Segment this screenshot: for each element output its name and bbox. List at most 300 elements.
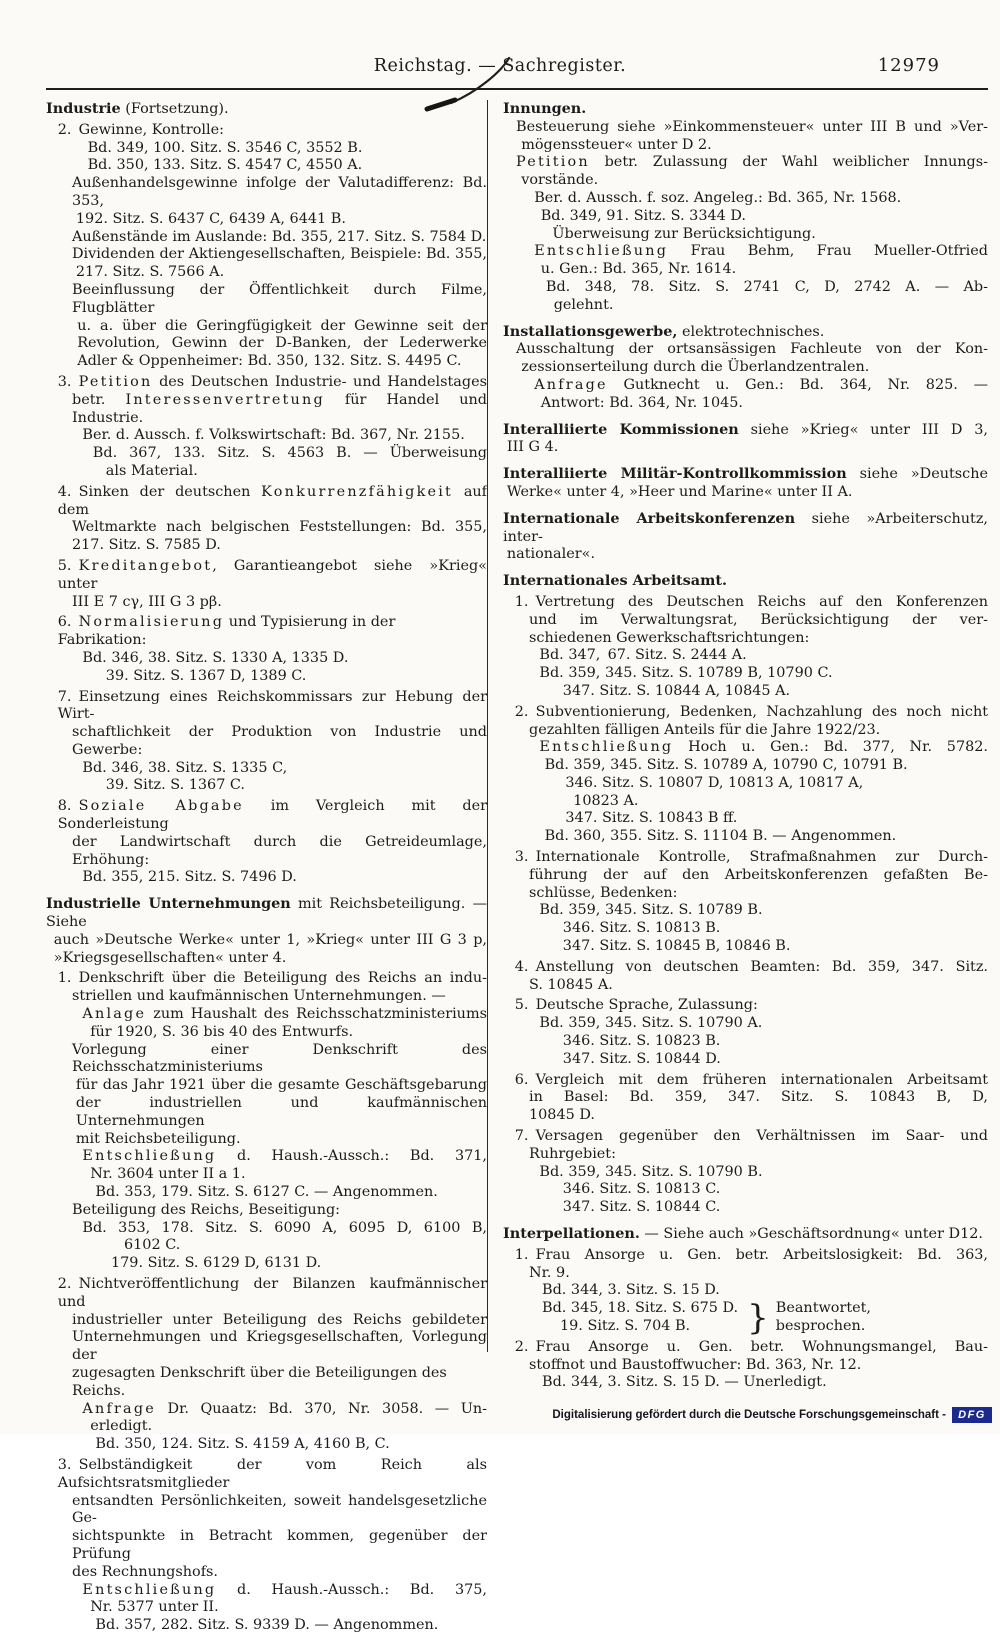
line-text: Bd. 357, 282. Sitz. S. 9339 D. — Angenommen. xyxy=(95,1617,439,1634)
index-line xyxy=(503,208,988,226)
index-line xyxy=(46,1582,487,1600)
index-line xyxy=(503,465,988,484)
index-line xyxy=(46,282,487,318)
index-line xyxy=(503,920,988,938)
line-text: Bd. 349, 100. Sitz. S. 3546 C, 3552 B. xyxy=(87,139,363,156)
line-text: siehe »Arbeiterschutz, inter- xyxy=(503,510,988,545)
index-line xyxy=(46,650,487,668)
index-line xyxy=(503,190,988,208)
index-line xyxy=(503,775,988,793)
index-line xyxy=(503,828,988,846)
index-line xyxy=(46,1365,487,1401)
line-text: schaftlichkeit der Produktion von Industrie und Gewerbe: xyxy=(72,724,487,758)
index-line xyxy=(46,1255,487,1273)
index-line xyxy=(503,1107,988,1125)
line-text: mit Reichsbeteiligung. — Siehe xyxy=(46,896,487,931)
line-text: Beeinflussung der Öffentlichkeit durch Filme, Flugblätter xyxy=(72,281,487,316)
index-line: besprochen. xyxy=(775,1318,866,1334)
index-line xyxy=(46,1166,487,1184)
index-line xyxy=(46,1418,487,1436)
index-line xyxy=(503,810,988,828)
line-text: Weltmarkte nach belgischen Feststellungen: Bd. 355, xyxy=(72,519,487,536)
line-text: 5. Deutsche Sprache, Zulassung: xyxy=(514,997,758,1014)
index-line xyxy=(46,157,487,175)
line-text: 347. Sitz. S. 10845 B, 10846 B. xyxy=(562,938,791,955)
index-line xyxy=(46,1528,487,1564)
line-text: 3. xyxy=(57,373,79,390)
headword: Industrie xyxy=(46,100,121,117)
index-line xyxy=(503,704,988,722)
line-text: Kreditangebot xyxy=(78,557,213,574)
line-text: schiedenen Gewerkschaftsrichtungen: xyxy=(529,629,810,646)
index-line xyxy=(503,421,988,440)
index-line xyxy=(46,1599,487,1617)
index-line xyxy=(503,119,988,137)
line-text: siehe »Krieg« unter III D 3, xyxy=(738,421,989,438)
headword: Interpellationen. xyxy=(503,1225,640,1243)
index-line xyxy=(503,1033,988,1051)
index-line xyxy=(503,243,988,261)
index-line xyxy=(503,997,988,1015)
line-text: Normalisierung xyxy=(78,614,225,631)
line-text: Bd. 359, 345. Sitz. S. 10789 B. xyxy=(539,902,763,919)
index-line xyxy=(46,246,487,264)
line-text: 1. Vertretung des Deutschen Reichs auf den Konferenzen xyxy=(514,593,988,610)
line-text: 39. Sitz. S. 1367 D, 1389 C. xyxy=(105,667,307,684)
line-text: zum Haushalt des Reichsschatzministeriums xyxy=(146,1006,487,1023)
index-line xyxy=(46,1024,487,1042)
index-line xyxy=(503,546,988,564)
index-line xyxy=(503,1015,988,1033)
index-line xyxy=(46,1564,487,1582)
line-text: auf dem xyxy=(57,483,487,518)
index-line xyxy=(503,377,988,395)
index-line xyxy=(503,1247,988,1265)
index-line: 19. Sitz. S. 704 B. xyxy=(560,1318,691,1334)
index-line xyxy=(46,122,487,140)
line-text: Adler & Oppenheimer: Bd. 350, 132. Sitz. S. 4495 C. xyxy=(77,353,462,370)
line-text: Bd. 353, 179. Sitz. S. 6127 C. — Angenommen. xyxy=(95,1184,438,1201)
line-text: 10823 A. xyxy=(573,792,639,809)
index-line xyxy=(46,988,487,1006)
index-line xyxy=(46,834,487,870)
line-text: mögenssteuer« unter D 2. xyxy=(521,136,712,153)
line-text: Unternehmungen und Kriegsgesellschaften, Vorlegung der xyxy=(72,1329,487,1364)
line-text: Anlage xyxy=(82,1006,147,1023)
index-line xyxy=(46,463,487,481)
index-line xyxy=(46,1042,487,1078)
digitization-credit: Digitalisierung gefördert durch die Deutsche Forschungsgemeinschaft - xyxy=(552,1409,946,1421)
index-line xyxy=(46,1077,487,1095)
line-text: 6. Vergleich mit dem früheren internationalen Arbeitsamt xyxy=(514,1071,988,1088)
line-text: u. Gen.: Bd. 365, Nr. 1614. xyxy=(540,261,737,278)
line-text: elektrotechnisches. xyxy=(677,323,825,340)
line-text: Interessenvertretung xyxy=(125,391,325,408)
line-text: Entschließung xyxy=(534,243,669,260)
index-line xyxy=(503,739,988,757)
headword: Interalliierte Militär-Kontrollkommission xyxy=(503,465,847,483)
line-text: für Handel und Industrie. xyxy=(72,391,487,426)
index-line xyxy=(503,902,988,920)
line-text: Entschließung xyxy=(82,1581,217,1598)
index-line xyxy=(503,323,988,342)
index-line xyxy=(46,777,487,795)
index-line: Bd. 345, 18. Sitz. S. 675 D. xyxy=(542,1300,739,1317)
index-line xyxy=(46,668,487,686)
index-line xyxy=(503,1181,988,1199)
line-text: Bd. 347, 67. Sitz. S. 2444 A. xyxy=(539,647,747,664)
line-text: siehe »Deutsche xyxy=(846,466,988,483)
line-text: und im Verwaltungsrat, Berücksichtigung der ver- xyxy=(529,611,988,628)
index-line xyxy=(46,175,487,211)
line-text: (Fortsetzung). xyxy=(120,101,229,117)
line-text: betr. xyxy=(72,391,126,408)
line-text: Bd. 350, 124. Sitz. S. 4159 A, 4160 B, C. xyxy=(95,1436,390,1453)
line-text: Besteuerung siehe »Einkommensteuer« unter III B und »Ver- xyxy=(516,118,988,135)
line-text: 347. Sitz. S. 10844 C. xyxy=(562,1199,721,1216)
index-line xyxy=(46,445,487,463)
index-line xyxy=(503,849,988,867)
index-line xyxy=(46,318,487,336)
line-text: — Siehe auch »Geschäftsordnung« unter D12. xyxy=(639,1226,983,1243)
line-text: 217. Sitz. S. 7585 D. xyxy=(72,537,221,554)
line-text: Überweisung zur Berücksichtigung. xyxy=(552,225,816,242)
index-line xyxy=(46,519,487,537)
index-line xyxy=(503,630,988,648)
index-line xyxy=(503,1128,988,1146)
index-line xyxy=(503,137,988,155)
line-text: betr. Zulassung der Wahl weiblicher Innungs- xyxy=(589,154,988,171)
index-line xyxy=(503,793,988,811)
headword: Internationales Arbeitsamt. xyxy=(503,572,727,590)
index-line xyxy=(46,869,487,887)
line-text: entsandten Persönlichkeiten, soweit handelsgesetzliche Ge- xyxy=(72,1492,487,1527)
index-line xyxy=(503,341,988,359)
line-text: Dividenden der Aktiengesellschaften, Beispiele: Bd. 355, xyxy=(72,246,488,263)
index-line xyxy=(503,172,988,190)
line-text: Bd. 360, 355. Sitz. S. 11104 B. — Angenommen. xyxy=(544,828,897,845)
index-line xyxy=(46,427,487,445)
line-text: 39. Sitz. S. 1367 C. xyxy=(105,777,245,794)
line-text: zugesagten Denkschrift über die Beteiligungen des Reichs. xyxy=(72,1364,447,1399)
index-line xyxy=(503,1339,988,1357)
line-text: Anfrage xyxy=(82,1400,156,1417)
index-line xyxy=(46,140,487,158)
index-line xyxy=(503,100,988,119)
line-text: 346. Sitz. S. 10813 C. xyxy=(562,1181,721,1198)
line-text: zessionserteilung durch die Überlandzentralen. xyxy=(521,359,870,376)
index-line xyxy=(503,959,988,977)
line-text: Petition xyxy=(516,154,590,171)
line-text: Bd. 348, 78. Sitz. S. 2741 C, D, 2742 A. — Ab- xyxy=(545,278,988,295)
line-text: des Deutschen Industrie- und Handelstages xyxy=(152,373,487,390)
line-text: Bd. 367, 133. Sitz. S. 4563 B. — Überweisung xyxy=(92,445,487,462)
index-line xyxy=(503,885,988,903)
index-line xyxy=(46,1148,487,1166)
line-text: 10845 D. xyxy=(529,1107,595,1124)
line-text: Dr. Quaatz: Bd. 370, Nr. 3058. — Un- xyxy=(155,1400,487,1417)
line-text: 347. Sitz. S. 10843 B ff. xyxy=(565,810,738,827)
line-text: 1. Frau Ansorge u. Gen. betr. Arbeitslosigkeit: Bd. 363, xyxy=(514,1246,988,1263)
line-text: »Kriegsgesellschaften« unter 4. xyxy=(53,949,287,966)
line-text: 4. Sinken der deutschen xyxy=(57,483,262,500)
index-line xyxy=(503,1199,988,1217)
line-text: Beteiligung des Reichs, Beseitigung: xyxy=(72,1201,341,1218)
line-text: 346. Sitz. S. 10813 B. xyxy=(562,920,721,937)
line-text: gezahlten fälligen Anteils für die Jahre 1922/23. xyxy=(529,721,881,738)
index-line xyxy=(46,1095,487,1131)
line-text: führung der auf den Arbeitskonferenzen gefaßten Be- xyxy=(529,866,988,883)
index-line xyxy=(503,359,988,377)
page-header-title: Reichstag. — Sachregister. xyxy=(373,56,627,76)
line-text: 7. Versagen gegenüber den Verhältnissen im Saar- und xyxy=(514,1128,988,1145)
line-text: III G 4. xyxy=(506,439,559,456)
line-text: stoffnot und Baustoffwucher: Bd. 363, Nr. 12. xyxy=(529,1356,862,1373)
line-text: Revolution, Gewinn der D-Banken, der Lederwerke xyxy=(77,335,487,352)
index-line xyxy=(46,1220,487,1238)
line-text: Gutknecht u. Gen.: Bd. 364, Nr. 825. — xyxy=(607,376,988,393)
index-line xyxy=(503,1282,988,1300)
line-text: des Rechnungshofs. xyxy=(72,1563,218,1580)
index-line xyxy=(46,1184,487,1202)
line-text: schlüsse, Bedenken: xyxy=(529,884,678,901)
index-line xyxy=(503,1265,988,1283)
line-text: 7. Einsetzung eines Reichskommissars zur Hebung der Wirt- xyxy=(57,688,487,723)
index-line xyxy=(46,484,487,520)
index-line xyxy=(46,1006,487,1024)
index-line xyxy=(46,689,487,725)
line-text: u. a. über die Geringfügigkeit der Gewinne seit der xyxy=(77,317,487,334)
headword: Innungen. xyxy=(503,100,587,117)
line-text: als Material. xyxy=(105,462,198,479)
line-text: 2. Subventionierung, Bedenken, Nachzahlung des noch nicht xyxy=(514,703,988,720)
line-text: gelehnt. xyxy=(553,296,614,313)
line-text: d. Haush.-Aussch.: Bd. 371, xyxy=(216,1148,487,1165)
line-text: für das Jahr 1921 über die gesamte Geschäftsgebarung xyxy=(75,1077,487,1094)
line-text: 1. Denkschrift über die Beteiligung des Reichs an indu- xyxy=(57,970,487,987)
line-text: 3. Selbständigkeit der vom Reich als Aufsichtsratsmitglieder xyxy=(57,1456,487,1491)
index-line xyxy=(46,1312,487,1330)
index-line xyxy=(46,1436,487,1454)
line-text: für 1920, S. 36 bis 40 des Entwurfs. xyxy=(90,1023,354,1040)
index-line xyxy=(46,1493,487,1529)
line-text: Bd. 359, 345. Sitz. S. 10789 A, 10790 C, 10791 B. xyxy=(544,757,908,774)
line-text: d. Haush.-Aussch.: Bd. 375, xyxy=(216,1581,487,1598)
index-line xyxy=(46,1457,487,1493)
index-line xyxy=(503,226,988,244)
line-text: erledigt. xyxy=(90,1418,153,1435)
line-text: 192. Sitz. S. 6437 C, 6439 A, 6441 B. xyxy=(75,210,346,227)
headword: Internationale Arbeitskonferenzen xyxy=(503,509,796,527)
index-line xyxy=(503,683,988,701)
line-text: Bd. 346, 38. Sitz. S. 1330 A, 1335 D. xyxy=(82,649,349,666)
index-line xyxy=(46,558,487,594)
line-text: Werke« unter 4, »Heer und Marine« unter II A. xyxy=(506,483,853,500)
line-text: Bd. 344, 3. Sitz. S. 15 D. xyxy=(542,1282,720,1299)
index-line xyxy=(503,757,988,775)
index-line xyxy=(503,594,988,612)
index-line xyxy=(46,950,487,968)
line-text: Bd. 344, 3. Sitz. S. 15 D. — Unerledigt. xyxy=(542,1374,827,1391)
line-text: vorstände. xyxy=(521,172,599,189)
index-line xyxy=(46,1237,487,1255)
index-line xyxy=(46,392,487,428)
index-line xyxy=(46,1329,487,1365)
index-line xyxy=(46,229,487,247)
line-text: der industriellen und kaufmännischen Unternehmungen xyxy=(75,1095,487,1129)
line-text: Anfrage xyxy=(534,376,608,393)
index-line xyxy=(503,261,988,279)
index-line xyxy=(503,1146,988,1164)
index-line xyxy=(46,537,487,555)
index-line xyxy=(46,1401,487,1419)
line-text: 347. Sitz. S. 10844 A, 10845 A. xyxy=(562,682,791,699)
line-text: Bd. 346, 38. Sitz. S. 1335 C, xyxy=(82,759,288,776)
line-text: Ruhrgebiet: xyxy=(529,1145,616,1162)
index-line xyxy=(46,1202,487,1220)
line-text: 346. Sitz. S. 10823 B. xyxy=(562,1033,721,1050)
line-text: 4. Anstellung von deutschen Beamten: Bd. 359, 347. Sitz. xyxy=(514,958,988,975)
index-line xyxy=(503,279,988,297)
line-text: Soziale Abgabe xyxy=(78,798,244,815)
index-line xyxy=(503,154,988,172)
line-text: Bd. 359, 345. Sitz. S. 10789 B, 10790 C. xyxy=(539,665,833,682)
index-line xyxy=(503,1089,988,1107)
index-line xyxy=(46,374,487,392)
index-line xyxy=(46,798,487,834)
line-text: Nr. 9. xyxy=(529,1264,570,1281)
line-text: industrieller unter Beteiligung des Reichs gebildeter xyxy=(72,1311,487,1328)
index-line xyxy=(503,439,988,457)
index-line xyxy=(46,264,487,282)
index-line xyxy=(503,1374,988,1392)
line-text: Antwort: Bd. 364, Nr. 1045. xyxy=(540,394,743,411)
index-line xyxy=(46,1276,487,1312)
line-text: Entschließung xyxy=(82,1148,217,1165)
index-line xyxy=(46,970,487,988)
line-text: Ber. d. Aussch. f. Volkswirtschaft: Bd. 367, Nr. 2155. xyxy=(82,427,465,444)
line-text: 179. Sitz. S. 6129 D, 6131 D. xyxy=(111,1255,322,1272)
index-line xyxy=(503,484,988,502)
line-text: Bd. 355, 215. Sitz. S. 7496 D. xyxy=(82,869,297,886)
index-line xyxy=(503,572,988,591)
line-text: sichtspunkte in Betracht kommen, gegenüber der Prüfung xyxy=(72,1528,487,1562)
index-line xyxy=(46,100,487,119)
line-text: III E 7 cγ, III G 3 pβ. xyxy=(72,593,222,610)
index-column-right xyxy=(487,100,989,1391)
index-line xyxy=(46,1131,487,1149)
headword: Installationsgewerbe, xyxy=(503,322,678,340)
headword: Interalliierte Kommissionen xyxy=(503,420,739,438)
index-line xyxy=(503,1225,988,1244)
index-line xyxy=(46,614,487,650)
line-text: nationaler«. xyxy=(506,546,596,563)
line-text: Bd. 353, 178. Sitz. S. 6090 A, 6095 D, 6100 B, xyxy=(82,1219,487,1236)
index-line xyxy=(503,1164,988,1182)
headword: Industrielle Unternehmungen xyxy=(46,895,291,913)
line-text: Bd. 359, 345. Sitz. S. 10790 A. xyxy=(539,1015,763,1032)
line-text: auch »Deutsche Werke« unter 1, »Krieg« unter III G 3 p, xyxy=(53,931,487,948)
line-text: Entschließung xyxy=(539,739,674,756)
line-text: S. 10845 A. xyxy=(529,976,613,993)
line-text: der Landwirtschaft durch die Getreideumlage, Erhöhung: xyxy=(72,833,487,868)
index-line xyxy=(503,612,988,630)
index-line xyxy=(503,977,988,995)
index-line xyxy=(46,1617,487,1635)
index-line xyxy=(503,867,988,885)
index-line xyxy=(503,510,988,547)
line-text: Außenhandelsgewinne infolge der Valutadifferenz: Bd. 353, xyxy=(72,175,487,209)
line-text: in Basel: Bd. 359, 347. Sitz. S. 10843 B, D, xyxy=(529,1089,988,1106)
brace-group xyxy=(503,1300,988,1336)
index-line xyxy=(503,665,988,683)
line-text: Außenstände im Auslande: Bd. 355, 217. Sitz. S. 7584 D. xyxy=(72,228,487,245)
line-text: und Typisierung in der Fabrikation: xyxy=(57,614,396,649)
line-text: 2. Gewinne, Kontrolle: xyxy=(57,121,224,138)
index-line xyxy=(46,211,487,229)
index-line xyxy=(503,1357,988,1375)
line-text: 2. Nichtveröffentlichung der Bilanzen kaufmännischer und xyxy=(57,1276,487,1310)
index-column-left xyxy=(46,100,488,1634)
index-line xyxy=(503,938,988,956)
line-text: 346. Sitz. S. 10807 D, 10813 A, 10817 A, xyxy=(565,774,864,791)
line-text: Nr. 5377 unter II. xyxy=(90,1599,219,1616)
line-text: im Vergleich mit der Sonderleistung xyxy=(57,798,487,833)
line-text: Vorlegung einer Denkschrift des Reichsschatzministeriums xyxy=(72,1041,487,1076)
line-text: Nr. 3604 unter II a 1. xyxy=(90,1166,246,1183)
index-line xyxy=(503,1072,988,1090)
index-line xyxy=(46,335,487,353)
index-line xyxy=(46,353,487,371)
line-text: Hoch u. Gen.: Bd. 377, Nr. 5782. xyxy=(673,739,988,756)
line-text: 5. xyxy=(57,557,79,574)
line-text: 3. Internationale Kontrolle, Strafmaßnahmen zur Durch- xyxy=(514,849,988,866)
index-line xyxy=(46,760,487,778)
line-text: 217. Sitz. S. 7566 A. xyxy=(75,264,225,281)
line-text: Konkurrenzfähigkeit xyxy=(261,483,453,500)
line-text: mit Reichsbeteiligung. xyxy=(75,1130,241,1147)
index-line: Beantwortet, xyxy=(775,1300,872,1317)
brace-icon: } xyxy=(747,1298,769,1338)
line-text: 6102 C. xyxy=(124,1237,181,1254)
index-line xyxy=(503,647,988,665)
index-line xyxy=(46,932,487,950)
line-text: Bd. 349, 91. Sitz. S. 3344 D. xyxy=(540,207,746,224)
index-line xyxy=(503,297,988,315)
line-text: 2. Frau Ansorge u. Gen. betr. Wohnungsmangel, Bau- xyxy=(514,1338,988,1355)
line-text: Petition xyxy=(78,373,153,390)
line-text: 8. xyxy=(57,798,79,815)
line-text: Frau Behm, Frau Mueller-Otfried xyxy=(668,243,988,260)
index-line xyxy=(503,395,988,413)
page-number: 12979 xyxy=(877,55,940,76)
index-line xyxy=(503,1051,988,1069)
dfg-logo: DFG xyxy=(952,1407,992,1423)
index-line xyxy=(46,594,487,612)
index-line xyxy=(46,895,487,932)
line-text: Bd. 350, 133. Sitz. S. 4547 C, 4550 A. xyxy=(87,157,363,174)
index-line xyxy=(46,724,487,760)
line-text: 6. xyxy=(57,614,79,631)
index-line xyxy=(503,722,988,740)
line-text: Ber. d. Aussch. f. soz. Angeleg.: Bd. 365, Nr. 1568. xyxy=(534,189,902,206)
line-text: , Garantieangebot siehe »Krieg« unter xyxy=(57,557,487,592)
line-text: Ausschaltung der ortsansässigen Fachleute von der Kon- xyxy=(516,341,988,358)
line-text: Bd. 359, 345. Sitz. S. 10790 B. xyxy=(539,1163,763,1180)
digitization-footer xyxy=(552,1407,992,1423)
line-text: 347. Sitz. S. 10844 D. xyxy=(562,1050,721,1067)
line-text: striellen und kaufmännischen Unternehmungen. — xyxy=(72,988,446,1005)
